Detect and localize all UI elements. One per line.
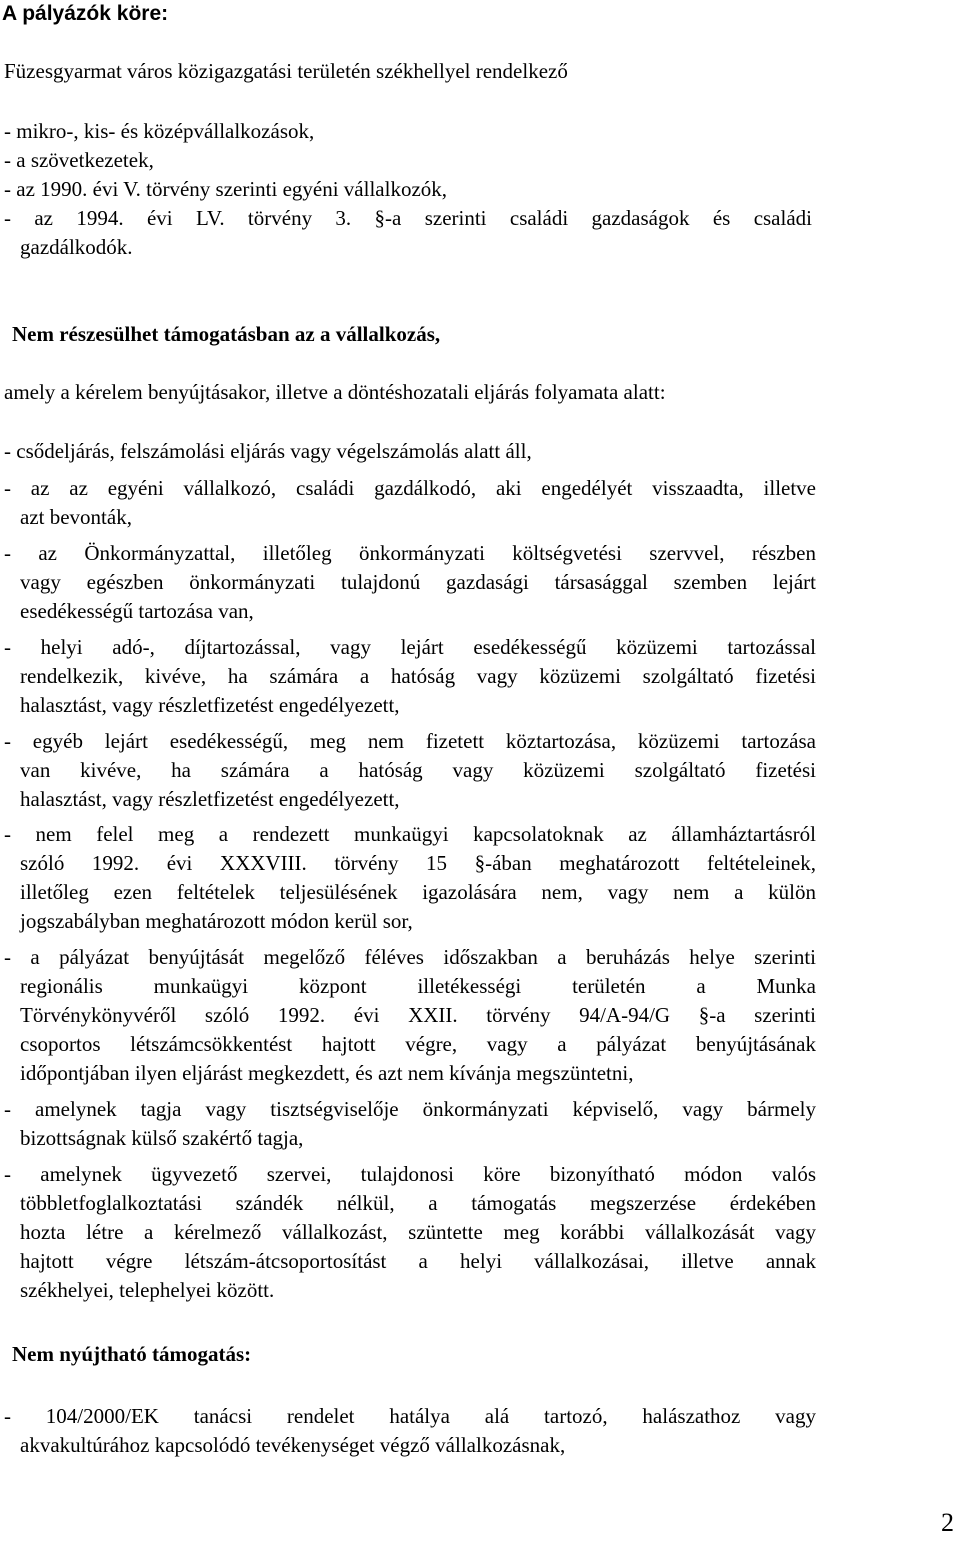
exclusion-line: illetőleg ezen feltételek teljesülésének igazolására nem, vagy nem a külön	[20, 880, 816, 904]
page-number: 2	[941, 1508, 954, 1537]
exclusion-line: - nem felel meg a rendezett munkaügyi kapcsolatoknak az államháztartásról	[4, 822, 816, 846]
exclusion-line: - az Önkormányzattal, illetőleg önkormányzati költségvetési szervvel, részben	[4, 541, 816, 565]
exclusion-line: székhelyei, telephelyei között.	[20, 1278, 275, 1302]
exclusion-line: hajtott végre létszám-átcsoportosítást a helyi vállalkozásai, illetve annak	[20, 1249, 816, 1273]
exclusion-line: - a pályázat benyújtását megelőző féléves időszakban a beruházás helye szerinti	[4, 945, 816, 969]
exclusion-line: - helyi adó-, díjtartozással, vagy lejárt esedékességű közüzemi tartozással	[4, 635, 816, 659]
exclusion-line: Törvénykönyvéről szóló 1992. évi XXII. törvény 94/A-94/G §-a szerinti	[20, 1003, 816, 1027]
exclusion-line: hozta létre a kérelmező vállalkozást, szüntette meg korábbi vállalkozását vagy	[20, 1220, 816, 1244]
applicants-intro: Füzesgyarmat város közigazgatási területén székhellyel rendelkező	[4, 59, 568, 83]
exclusion-line: halasztást, vagy részletfizetést engedélyezett,	[20, 787, 400, 811]
exclusion-line: - amelynek tagja vagy tisztségviselője önkormányzati képviselő, vagy bármely	[4, 1097, 816, 1121]
exclusion-line: vagy egészben önkormányzati tulajdonú gazdasági társasággal szemben lejárt	[20, 570, 816, 594]
exclusion-line: - amelynek ügyvezető szervei, tulajdonosi köre bizonyítható módon valós	[4, 1162, 816, 1186]
exclusion-line: jogszabályban meghatározott módon kerül sor,	[20, 909, 413, 933]
exclusion-line: időpontjában ilyen eljárást megkezdett, és azt nem kívánja megszüntetni,	[20, 1061, 634, 1085]
exclusion-line: halasztást, vagy részletfizetést engedélyezett,	[20, 693, 400, 717]
exclusion-line: van kivéve, ha számára a hatóság vagy közüzemi szolgáltató fizetési	[20, 758, 816, 782]
exclusion-line: regionális munkaügyi központ illetékességi területén a Munka	[20, 974, 816, 998]
exclusion-line: - az az egyéni vállalkozó, családi gazdálkodó, aki engedélyét visszaadta, illetve	[4, 476, 816, 500]
exclusion-line: rendelkezik, kivéve, ha számára a hatóság vagy közüzemi szolgáltató fizetési	[20, 664, 816, 688]
section-heading-exclusion: Nem részesülhet támogatásban az a vállalkozás,	[12, 322, 441, 346]
exclusion-line: szóló 1992. évi XXXVIII. törvény 15 §-ában meghatározott feltételeinek,	[20, 851, 816, 875]
applicant-item: - mikro-, kis- és középvállalkozások,	[4, 119, 315, 143]
exclusion-line: - csődeljárás, felszámolási eljárás vagy végelszámolás alatt áll,	[4, 439, 532, 463]
applicant-item: - a szövetkezetek,	[4, 148, 154, 172]
section-heading-applicants: A pályázók köre:	[2, 2, 169, 25]
exclusion-line: bizottságnak külső szakértő tagja,	[20, 1126, 304, 1150]
section-heading-not-granted: Nem nyújtható támogatás:	[12, 1342, 252, 1366]
exclusion-line: többletfoglalkoztatási szándék nélkül, a támogatás megszerzése érdekében	[20, 1191, 816, 1215]
applicant-item: - az 1990. évi V. törvény szerinti egyéni vállalkozók,	[4, 177, 448, 201]
exclusion-line: csoportos létszámcsökkentést hajtott végre, vagy a pályázat benyújtásának	[20, 1032, 816, 1056]
not-granted-line: - 104/2000/EK tanácsi rendelet hatálya alá tartozó, halászathoz vagy	[4, 1404, 816, 1428]
not-granted-line: akvakultúrához kapcsolódó tevékenységet végző vállalkozásnak,	[20, 1433, 566, 1457]
applicant-item-continued: gazdálkodók.	[20, 235, 133, 259]
applicant-item: - az 1994. évi LV. törvény 3. §-a szerinti családi gazdaságok és családi	[4, 206, 812, 230]
exclusion-line: - egyéb lejárt esedékességű, meg nem fizetett köztartozása, közüzemi tartozása	[4, 729, 816, 753]
exclusion-line: azt bevonták,	[20, 505, 132, 529]
exclusion-intro: amely a kérelem benyújtásakor, illetve a döntéshozatali eljárás folyamata alatt:	[4, 380, 666, 404]
exclusion-line: esedékességű tartozása van,	[20, 599, 254, 623]
